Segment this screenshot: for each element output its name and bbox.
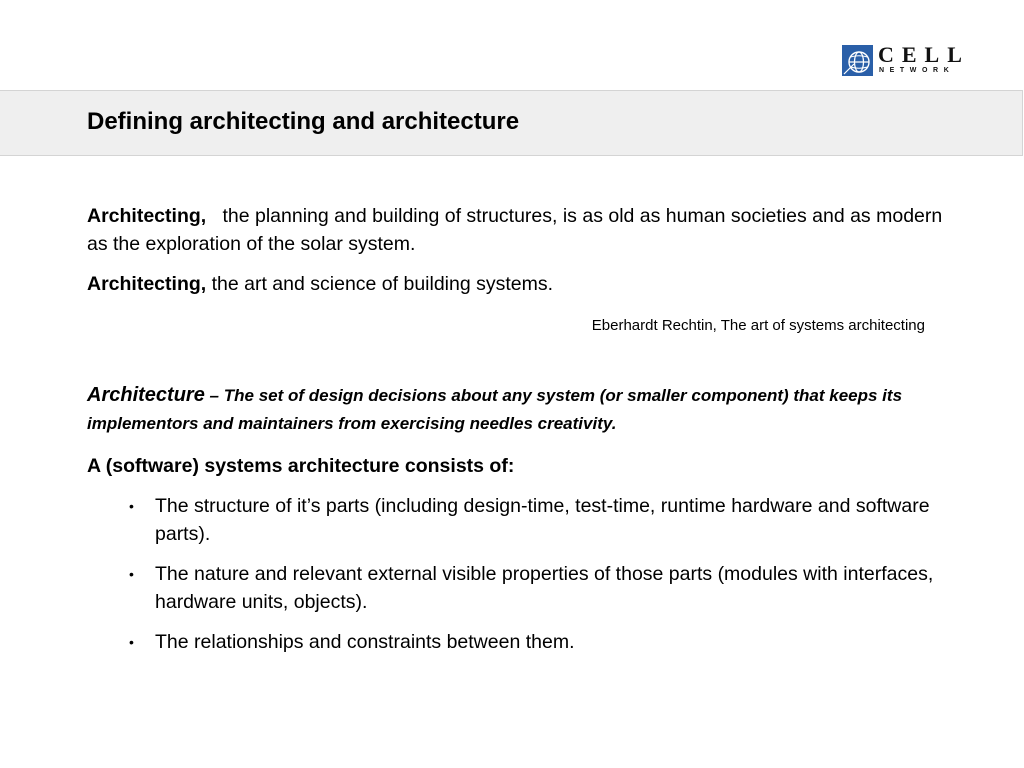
- page-title: Defining architecting and architecture: [87, 108, 520, 135]
- attribution: Eberhardt Rechtin, The art of systems architecting: [591, 317, 925, 334]
- bullet-item: [129, 628, 945, 656]
- definition-architecting-2: [87, 270, 947, 298]
- architecture-end: .: [611, 414, 617, 433]
- globe-logo-icon: [842, 45, 873, 76]
- definition-text: the art and science of building systems.: [211, 273, 554, 295]
- architecture-definition: [87, 381, 947, 438]
- definition-term: Architecting,: [87, 205, 207, 227]
- architecture-dash: –: [209, 386, 220, 405]
- definition-term: Architecting,: [87, 273, 207, 295]
- architecture-text: The set of design decisions about any system (or smaller component) that keeps its implementors and maintainers from exercising needles creativity: [87, 386, 903, 433]
- logo-wordmark: [878, 42, 970, 75]
- bullet-text: The structure of it’s parts (including design-time, test-time, runtime hardware and software parts).: [155, 495, 930, 545]
- bullet-item: [129, 492, 945, 548]
- bullet-dot: •: [129, 498, 134, 514]
- bullet-text: The relationships and constraints between them.: [155, 631, 575, 653]
- logo-subtitle: NETWORK: [879, 67, 955, 74]
- consists-heading: A (software) systems architecture consists of:: [87, 455, 515, 477]
- bullet-item: [129, 560, 945, 616]
- bullet-text: The nature and relevant external visible properties of those parts (modules with interfaces, hardware units, objects).: [155, 563, 934, 613]
- definition-text: the planning and building of structures, is as old as human societies and as modern as the exploration of the solar system.: [87, 205, 943, 255]
- bullet-dot: •: [129, 634, 134, 650]
- bullet-dot: •: [129, 566, 134, 582]
- logo-word: CELL: [878, 42, 970, 67]
- cell-network-logo: [842, 44, 970, 76]
- definition-architecting-1: [87, 202, 947, 258]
- architecture-term: Architecture: [87, 384, 205, 406]
